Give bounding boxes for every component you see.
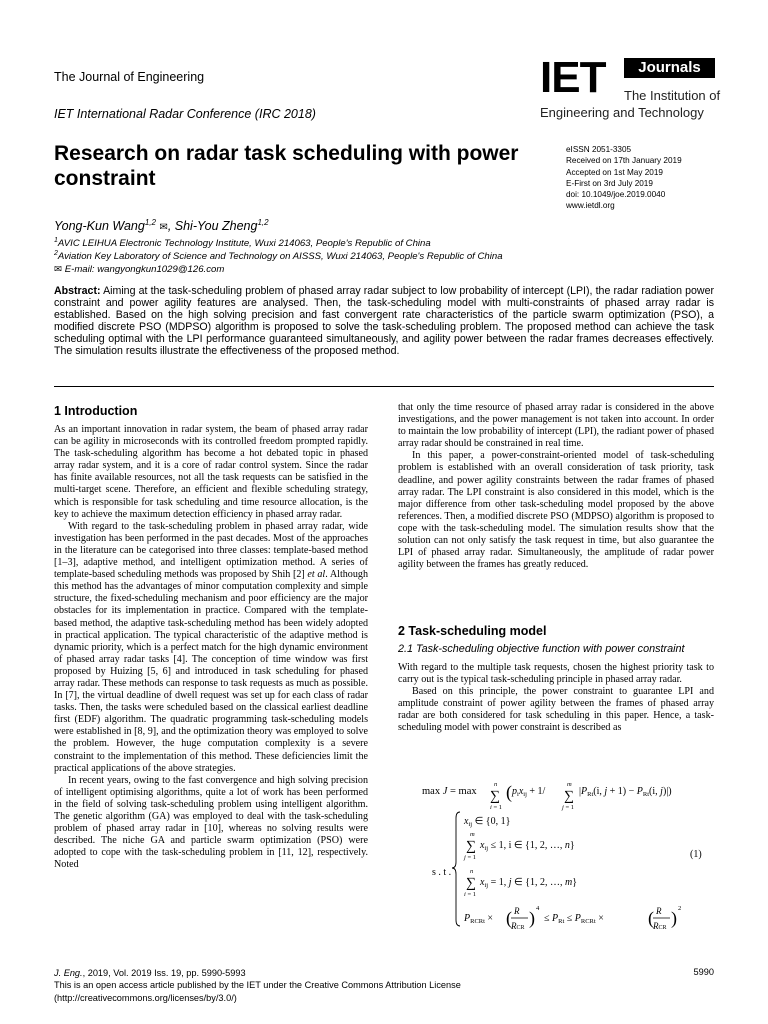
envelope-icon: ✉ bbox=[54, 264, 63, 275]
doi: doi: 10.1049/joe.2019.0040 bbox=[566, 190, 666, 200]
svg-text:xij ∈ {0, 1}: $x_{ij}$ ∈ {0, 1} bbox=[464, 816, 511, 828]
divider bbox=[54, 386, 714, 387]
svg-text:(: ( bbox=[648, 908, 654, 928]
left-column bbox=[54, 424, 368, 950]
journal-name: The Journal of Engineering bbox=[54, 70, 205, 84]
intro-paragraph-2: With regard to the task-scheduling problem in phased array radar, wide investigation has been performed in the past decades. Most of the approaches in the literature can be categorised into three classes: template-based method [1–3], adaptive method, and intelligent optimization method. A series of template-based scheduling methods was proposed by Shih [2] et al. Although this method has the advantages of minor computation complexity and simple structure, the fixed-scheduling mechanism and poor efficiency are the major obstacles for its implementation in practice. Compared with the template-based method, the adaptive task-scheduling method has been widely adopted in practical application. The typical characteristic of the adaptive method is dynamic priority, which is a perfect match for the high dynamic environment of phased array radar tasks [4]. The conception of time window was first proposed by Huizing [5, 6] and introduced in task scheduling for phased array radar. These methods can response to task requests as much as possible. In [7], the virtual deadline of dwell request was set up for each class of radar tasks. Then, the tasks were scheduled based on the classical earliest deadline first (EDF) algorithm. The quadratic programming task-scheduling models were established in [8, 9], and the optimization theory was employed to solve the problem. However, the huge computation complexity is a severe constraint to the implementation of this method. These deficiencies limit the practical applications of the above strategies. bbox=[54, 520, 368, 774]
right-column-model bbox=[398, 662, 714, 770]
author-1: Yong-Kun Wang bbox=[54, 219, 145, 234]
svg-text:∑: ∑ bbox=[466, 839, 476, 854]
model-paragraph-2: Based on this principle, the power constraint to guarantee LPI and amplitude constraint of power agility between the frames of phased array radar are both considered for task scheduling in this paper. Hence, a task-scheduling model with power constraint is described as bbox=[398, 686, 714, 734]
model-paragraph-1: With regard to the multiple task requests, chosen the highest priority task to carry out is the typical task-scheduling principle in phased array radar. bbox=[398, 662, 714, 686]
paper-title: Research on radar task scheduling with power constraint bbox=[54, 142, 519, 190]
conference-name: IET International Radar Conference (IRC 2018) bbox=[54, 107, 316, 121]
svg-text:(: ( bbox=[506, 782, 512, 802]
svg-text:R: R bbox=[514, 906, 520, 916]
objective-term: $p_ix_{ij} + 1/$ bbox=[512, 786, 546, 798]
svg-text:): ) bbox=[671, 908, 677, 928]
svg-text:PRCRt ×: $P_{RCRt}$ × bbox=[464, 913, 494, 925]
author-2-affiliation: 1,2 bbox=[257, 218, 269, 227]
authors: Yong-Kun Wang$^{1,2}$ ✉, Shi-You Zheng$^{1,2}$ bbox=[54, 218, 269, 234]
svg-text:2: 2 bbox=[678, 905, 682, 912]
iet-logo bbox=[540, 53, 721, 126]
svg-text:j = 1: j = 1 bbox=[562, 804, 574, 811]
page-number: 5990 bbox=[693, 967, 714, 977]
svg-text:∑: ∑ bbox=[564, 789, 574, 804]
svg-text:|PRt(i, j + 1) − PRt(i, j)|): $|P_{Rt}(i$, $j + 1) - P_{Rt}(i$, j)|) bbox=[579, 786, 672, 798]
abstract-label: Abstract: bbox=[54, 285, 101, 297]
author-2: Shi-You Zheng bbox=[174, 219, 258, 234]
equation-1 bbox=[398, 778, 714, 938]
abstract bbox=[54, 285, 714, 357]
intro-paragraph-3: In recent years, owing to the fast convergence and high solving precision of intelligent optimising algorithms, quite a lot of work has been performed in the field of solving task-scheduling problem using intelligent algorithm. The genetic algorithm (GA) was employed to deal with the task-scheduling problem of phased array radar in [10], whereas no solving results were described. The niche GA and particle swarm optimization (PSO) were adopted to cope with the task-scheduling problem in [11, 12], respectively. Noted bbox=[54, 774, 368, 871]
website: www.ietdl.org bbox=[566, 201, 615, 211]
abstract-text: Aiming at the task-scheduling problem of phased array radar subject to low probability of intercept (LPI), the radar radiation power constraint and power agility features are analysed. Then, the task-scheduling model with multi-constraints of phased array radar is established. Based on the high solving precision and fast convergent rate characteristics of the particle swarm optimization (PSO), a modified discrete PSO (MDPSO) algorithm is proposed to solve the task-scheduling problem. The proposed method can achieve the task scheduling optimal with the LPI performance guaranteed simultaneously, and agility power between the radar frames decreases effectively. The simulation results illustrate the effectiveness of the proposed method. bbox=[54, 285, 714, 357]
iet-letters: IET bbox=[540, 53, 606, 102]
svg-text:4: 4 bbox=[536, 905, 540, 912]
svg-text:R: R bbox=[656, 906, 662, 916]
citation-line: J. Eng., 2019, Vol. 2019 Iss. 19, pp. 5990-5993 bbox=[54, 968, 246, 978]
license-line: This is an open access article published by the IET under the Creative Commons Attribution License bbox=[54, 980, 461, 991]
svg-text:m: m bbox=[470, 831, 475, 838]
svg-text:RCR: RCR bbox=[653, 921, 667, 931]
footer bbox=[54, 967, 714, 1004]
objective-max: max J = max bbox=[422, 786, 477, 797]
author-1-affiliation: 1,2 bbox=[144, 218, 156, 227]
svg-text:∑: ∑ bbox=[490, 789, 500, 804]
svg-text:j = 1: j = 1 bbox=[464, 854, 476, 861]
svg-text:i = 1: i = 1 bbox=[490, 804, 502, 811]
institution-line-1: The Institution of bbox=[624, 88, 721, 103]
svg-text:∑: ∑ bbox=[466, 876, 476, 891]
subject-to: s . t . bbox=[432, 867, 452, 878]
svg-text:xij ≤ 1, i ∈ {1, 2, …, n}: $x_{ij} \le 1$, i ∈ {1, 2, …, n} bbox=[480, 840, 575, 852]
svg-text:≤ PRt ≤ PRCRt ×: ≤ $P_{Rt} \le P_{RCRt}$ × bbox=[544, 913, 604, 925]
svg-text:): ) bbox=[529, 908, 535, 928]
intro-paragraph-5: In this paper, a power-constraint-oriented model of task-scheduling problem is established with an overall consideration of task priority, task deadline, and power agility constraints between the radar frames of phased array radar. The LPI constraint is also considered in this model, which is the major difference from other task-scheduling model proposed by the above references. Then, a modified discrete PSO (MDPSO) algorithm is proposed to cope with the task-scheduling model. The simulation results show that the solution can not only satisfy the task request in time, but also guarantee the LPI of phased array radar. Simultaneously, the amplitude of radar power agility between the frames has greatly reduced. bbox=[398, 450, 714, 571]
svg-text:i = 1: i = 1 bbox=[464, 891, 476, 898]
svg-text:n: n bbox=[470, 868, 474, 875]
svg-text:n: n bbox=[494, 781, 498, 788]
received-date: Received on 17th January 2019 bbox=[566, 156, 682, 166]
section-2-heading: 2 Task-scheduling model bbox=[398, 624, 547, 638]
svg-text:(: ( bbox=[506, 908, 512, 928]
institution-line-2: Engineering and Technology bbox=[540, 105, 704, 120]
section-1-heading: 1 Introduction bbox=[54, 404, 138, 418]
envelope-icon: ✉ bbox=[159, 222, 168, 234]
accepted-date: Accepted on 1st May 2019 bbox=[566, 167, 663, 177]
efirst-date: E-First on 3rd July 2019 bbox=[566, 178, 653, 188]
subsection-2-1-heading: 2.1 Task-scheduling objective function with power constraint bbox=[398, 643, 685, 655]
intro-paragraph-1: As an important innovation in radar system, the beam of phased array radar can be agility in microseconds with its controlled freedom prompted rapidly. The task-scheduling algorithm has become a hot debated topic in phased array radar system, and it is a core of radar control system. Since the radar has finite available resources, not all the task requests can be satisfied in the multi-target scene. Therefore, an efficient and flexible scheduling strategy, which is responsible for task scheduling and time resource allocation, is the key to achieve the maximum detection efficiency in phased array radar. bbox=[54, 424, 368, 520]
eissn: eISSN 2051-3305 bbox=[566, 145, 632, 154]
svg-text:m: m bbox=[567, 781, 572, 788]
email-line: ✉ E-mail: wangyongkun1029@126.com bbox=[54, 264, 225, 275]
right-column-intro bbox=[398, 402, 714, 612]
intro-paragraph-4: that only the time resource of phased array radar is considered in the above investigations, and the power management is not taken into account. In order to maintain the low probability of intercept (LPI), the radiant power of phased array radar should be constrained in real time. bbox=[398, 402, 714, 450]
journals-badge: Journals bbox=[624, 58, 715, 78]
svg-text:RCR: RCR bbox=[511, 921, 525, 931]
affiliation-1: $^1$AVIC LEIHUA Electronic Technology Institute, Wuxi 214063, People's Republic of China bbox=[54, 237, 431, 250]
svg-text:xij = 1, j ∈ {1, 2, …, m}: $x_{ij} = 1$, j ∈ {1, 2, …, m} bbox=[480, 877, 578, 889]
equation-number: (1) bbox=[690, 849, 702, 860]
publication-metadata bbox=[566, 144, 682, 212]
affiliation-2: $^2$Aviation Key Laboratory of Science and Technology on AISSS, Wuxi 214063, People's Republic of China bbox=[54, 250, 503, 263]
license-url[interactable]: (http://creativecommons.org/licenses/by/3.0/) bbox=[54, 992, 237, 1003]
